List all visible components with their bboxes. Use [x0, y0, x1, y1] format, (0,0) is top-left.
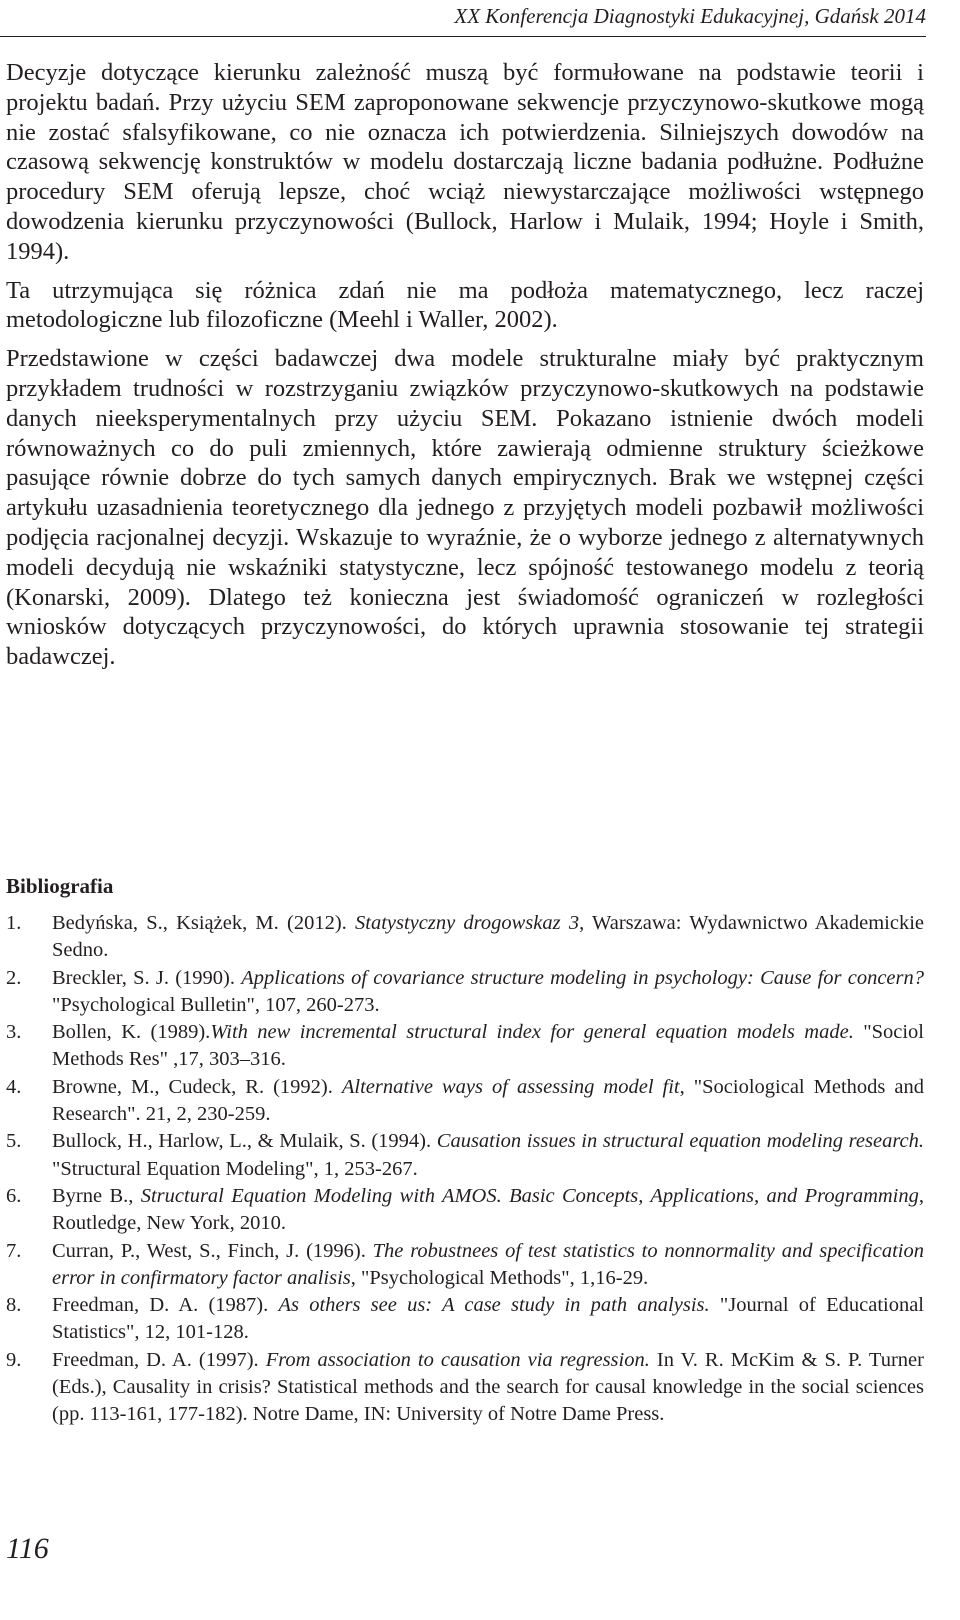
item-title: Structural Equation Modeling with AMOS. Basic Concepts, Applications, and Programming	[140, 1184, 919, 1207]
item-title: From association to causation via regression.	[265, 1348, 650, 1371]
bibliography-item	[6, 910, 924, 965]
item-authors: Bollen, K. (1989).	[52, 1021, 211, 1044]
item-title: With new incremental structural index for general equation models made.	[210, 1021, 854, 1044]
bibliography-item	[6, 1292, 924, 1347]
item-authors: Freedman, D. A. (1997).	[52, 1348, 266, 1371]
item-number: 9.	[6, 1348, 22, 1371]
bibliography-item	[6, 1074, 924, 1129]
item-number: 8.	[6, 1294, 22, 1317]
item-authors: Curran, P., West, S., Finch, J. (1996).	[52, 1239, 373, 1262]
bibliography-item	[6, 965, 924, 1020]
running-header: XX Konferencja Diagnostyki Edukacyjnej, Gdańsk 2014	[0, 2, 926, 37]
item-source: , "Sociological Methods and Research". 21, 2, 230-259.	[52, 1075, 924, 1126]
bibliography-item	[6, 1128, 924, 1183]
item-title: Causation issues in structural equation modeling research.	[436, 1130, 925, 1153]
item-title: Alternative ways of assessing model fit	[341, 1075, 680, 1098]
item-source: In V. R. McKim & S. P. Turner (Eds.), Causality in crisis? Statistical methods and the search for causal knowledge in the social sciences (pp. 113-161, 177-182). Notre Dame, IN: University of Notre Dame Press.	[52, 1348, 924, 1426]
bibliography-item	[6, 1347, 924, 1429]
paragraph: Ta utrzymująca się różnica zdań nie ma podłoża matematycznego, lecz raczej metodologiczne lub filozoficzne (Meehl i Waller, 2002).	[6, 276, 924, 334]
item-source: "Structural Equation Modeling", 1, 253-267.	[52, 1157, 418, 1180]
item-authors: Byrne B.,	[52, 1184, 141, 1207]
bibliography-title: Bibliografia	[6, 874, 114, 898]
item-authors: Breckler, S. J. (1990).	[52, 966, 242, 989]
item-source: "Sociol Methods Res" ,17, 303–316.	[52, 1021, 925, 1071]
item-authors: Bedyńska, S., Książek, M. (2012).	[52, 912, 355, 934]
item-source: "Psychological Bulletin", 107, 260-273.	[52, 993, 380, 1016]
item-title: As others see us: A case study in path analysis.	[278, 1294, 720, 1317]
bibliography	[6, 872, 924, 1429]
bibliography-item	[6, 1238, 924, 1293]
item-source: , Routledge, New York, 2010.	[52, 1184, 924, 1235]
page-number: 116	[6, 1532, 49, 1565]
item-number: 1.	[6, 912, 22, 934]
item-authors: Browne, M., Cudeck, R. (1992).	[52, 1075, 342, 1098]
item-number: 6.	[6, 1184, 22, 1207]
item-source: , Warszawa: Wydawnictwo Akademickie Sedno.	[52, 912, 924, 962]
item-title: Statystyczny drogowskaz 3	[355, 912, 580, 934]
item-number: 5.	[6, 1130, 22, 1153]
item-number: 2.	[6, 966, 22, 989]
paragraph: Decyzje dotyczące kierunku zależność muszą być formułowane na podstawie teorii i projektu badań. Przy użyciu SEM zaproponowane sekwencje przyczynowo-skutkowe mogą nie zostać sfalsyfikowane, co nie oznacza ich potwierdzenia. Silniejszych dowodów na czasową sekwencję konstruktów w modelu dostarczają liczne badania podłużne. Podłużne procedury SEM oferują lepsze, choć wciąż niewystarczające możliwości wstępnego dowodzenia kierunku przyczynowości (Bullock, Harlow i Mulaik, 1994; Hoyle i Smith, 1994).	[6, 59, 924, 265]
item-source: "Journal of Educational Statistics", 12, 101-128.	[52, 1294, 924, 1344]
item-authors: Bullock, H., Harlow, L., & Mulaik, S. (1994).	[52, 1130, 437, 1153]
item-number: 4.	[6, 1075, 22, 1098]
bibliography-list	[6, 910, 924, 1429]
paragraph: Przedstawione w części badawczej dwa modele strukturalne miały być praktycznym przykładem trudności w rozstrzyganiu związków przyczynowo-skutkowych na podstawie danych nieeksperymentalnych przy użyciu SEM. Pokazano istnienie dwóch modeli równoważnych co do puli zmiennych, które zawierają odmienne struktury ścieżkowe pasujące równie dobrze do tych samych danych empirycznych. Brak we wstępnej części artykułu uzasadnienia teoretycznego dla jednego z przyjętych modeli pozbawił możliwości podjęcia racjonalnej decyzji. Wskazuje to wyraźnie, że o wyborze jednego z alternatywnych modeli decydują nie wskaźniki statystyczne, lecz spójność testowanego modelu z teorią (Konarski, 2009). Dlatego też konieczna jest świadomość ograniczeń w rozległości wniosków dotyczących przyczynowości, do których uprawnia stosowanie tej strategii badawczej.	[6, 345, 924, 671]
body-text	[6, 58, 924, 681]
bibliography-item	[6, 1019, 924, 1074]
item-number: 3.	[6, 1021, 22, 1044]
bibliography-item	[6, 1183, 924, 1238]
item-title: The robustnees of test statistics to nonnormality and specification error in confirmatory factor analisis	[52, 1239, 924, 1289]
item-title: Applications of covariance structure modeling in psychology: Cause for concern?	[241, 966, 924, 989]
item-number: 7.	[6, 1239, 22, 1262]
item-authors: Freedman, D. A. (1987).	[52, 1294, 279, 1317]
item-source: , "Psychological Methods", 1,16-29.	[350, 1266, 649, 1289]
